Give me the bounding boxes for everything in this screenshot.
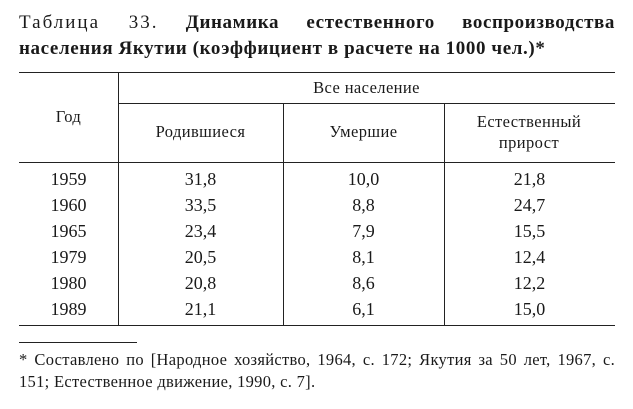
- header-bottom-rule: [19, 162, 615, 163]
- table-number: Таблица 33.: [19, 12, 159, 33]
- footnote: * Составлено по [Народное хозяйство, 1964, с. 172; Якутия за 50 лет, 1967, с. 151; Естественное движение, 1990, с. 7].: [19, 350, 615, 391]
- table-cell-year: 1965: [50, 221, 87, 241]
- table-cell-year: 1980: [50, 273, 87, 293]
- table-cell-died: 8,6: [352, 273, 375, 293]
- table-cell-born: 23,4: [184, 221, 217, 241]
- table-title: Динамика естественного воспроизводства населения Якутии (коэффициент в расчете на 1000 чел.)*: [19, 12, 615, 59]
- table-cell-died: 8,1: [352, 247, 375, 267]
- table-cell-growth: 12,2: [513, 273, 546, 293]
- table-cell-year: 1960: [50, 195, 87, 215]
- header-natural-growth: Естественный прирост: [476, 112, 582, 152]
- table-cell-growth: 12,4: [513, 247, 546, 267]
- header-all-population: Все население: [313, 78, 420, 97]
- table-cell-died: 10,0: [347, 169, 380, 189]
- header-year: Год: [55, 107, 82, 126]
- table-cell-year: 1959: [50, 169, 87, 189]
- table-cell-growth: 15,0: [513, 299, 546, 319]
- table-cell-growth: 15,5: [513, 221, 546, 241]
- table-cell-growth: 24,7: [513, 195, 546, 215]
- table-top-rule: [19, 72, 615, 73]
- header-born: Родившиеся: [155, 122, 246, 141]
- table-cell-born: 33,5: [184, 195, 217, 215]
- table-cell-born: 31,8: [184, 169, 217, 189]
- header-died: Умершие: [329, 122, 398, 141]
- table-cell-died: 6,1: [352, 299, 375, 319]
- table-cell-died: 8,8: [352, 195, 375, 215]
- table-cell-born: 20,8: [184, 273, 217, 293]
- table-caption: [19, 10, 615, 62]
- table-cell-born: 21,1: [184, 299, 217, 319]
- group-header-rule: [118, 103, 615, 104]
- table-cell-year: 1979: [50, 247, 87, 267]
- table-bottom-rule: [19, 325, 615, 326]
- table-cell-died: 7,9: [352, 221, 375, 241]
- table-cell-born: 20,5: [184, 247, 217, 267]
- table-cell-growth: 21,8: [513, 169, 546, 189]
- table-cell-year: 1989: [50, 299, 87, 319]
- footnote-separator: [19, 342, 137, 343]
